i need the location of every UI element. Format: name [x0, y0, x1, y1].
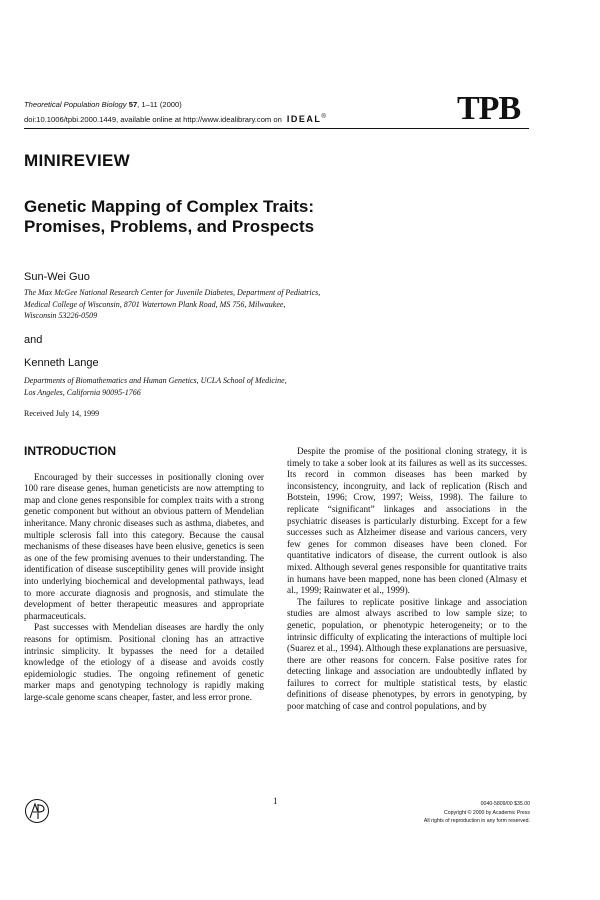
rights-line: All rights of reproduction in any form reserved. — [423, 818, 530, 824]
left-column — [24, 446, 264, 703]
author-2: Kenneth Lange — [24, 357, 99, 369]
academic-press-logo-icon — [24, 798, 50, 824]
article-type: MINIREVIEW — [24, 151, 130, 170]
affiliation-2-line-1: Departments of Biomathematics and Human Genetics, UCLA School of Medicine, — [24, 376, 287, 385]
header-rule — [24, 128, 529, 129]
author-1: Sun-Wei Guo — [24, 271, 90, 283]
journal-citation — [24, 100, 182, 109]
title-line-1: Genetic Mapping of Complex Traits: — [24, 197, 314, 216]
affiliation-1-line-1: The Max McGee National Research Center for Juvenile Diabetes, Department of Pediatrics, — [24, 288, 321, 297]
issn-line: 0040-5809/00 $35.00 — [480, 801, 530, 807]
right-column — [287, 446, 527, 713]
page-number: 1 — [273, 796, 278, 806]
copyright-line: Copyright © 2000 by Academic Press — [444, 809, 530, 816]
received-date: Received July 14, 1999 — [24, 409, 100, 418]
title-line-2: Promises, Problems, and Prospects — [24, 217, 315, 236]
paragraph: Despite the promise of the positional cloning strategy, it is timely to take a sober look at its failures as well as its successes. Its record in common diseases has been marked by inconsistency, incongruity, and lack of replication (Risch and Botstein, 1996; Crow, 1997; Weiss, 1998). The failure to replicate “significant” linkages and associations in the psychiatric diseases is particularly disturbing. Except for a few successes such as Alzheimer disease and various cancers, very few genes for common diseases have been cloned. For quantitative indicators of disease, the current outlook is also mixed. Although several genes responsible for quantitative traits in humans have been mapped, none has been cloned (Almasy et al., 1999; Rainwater et al., 1999). — [287, 446, 527, 596]
journal-logo: TPB — [457, 90, 521, 127]
journal-volume: 57 — [128, 100, 138, 109]
paragraph: Past successes with Mendelian diseases are hardly the only reasons for optimism. Positional cloning has an attractive intrinsic simplicity. It bypasses the need for a detailed knowledge of the etiology of a disease and avoids costly epidemiologic studies. The ongoing refinement of genetic marker maps and genotyping technology is rapidly making large-scale genome scans cheaper, faster, and less error prone. — [24, 622, 264, 702]
paragraph: The failures to replicate positive linkage and association studies are almost always ascribed to low sample size; to genetic, population, or phenotypic heterogeneity; or to the intrinsic difficulty of explicating the interactions of multiple loci (Suarez et al., 1994). Although these explanations are persuasive, there are other reasons for concern. False positive rates for detecting linkage and association are undoubtedly inflated by failures to correct for multiple statistical tests, by elastic definitions of disease phenotypes, by errors in genotyping, by poor matching of case and control populations, and by — [287, 596, 527, 712]
doi-line — [24, 114, 327, 124]
ideal-logo: IDEAL® — [286, 114, 328, 124]
affiliation-2 — [24, 375, 494, 398]
section-heading: INTRODUCTION — [24, 444, 116, 458]
journal-name: Theoretical Population Biology — [24, 100, 127, 109]
affiliation-1-line-2: Medical College of Wisconsin, 8701 Watertown Plank Road, MS 756, Milwaukee, — [24, 299, 286, 309]
author-conjunction: and — [24, 334, 43, 346]
journal-pages-year: , 1–11 (2000) — [137, 100, 182, 109]
affiliation-1-line-3: Wisconsin 53226-0509 — [24, 311, 98, 320]
article-title — [24, 197, 544, 237]
paragraph: Encouraged by their successes in positionally cloning over 100 rare disease genes, human geneticists are now attempting to map and clone genes responsible for complex traits with a strong genetic component but without an obvious pattern of Mendelian inheritance. Many chronic diseases such as asthma, diabetes, and multiple sclerosis fall into this category. Because the causal mechanisms of these diseases have been elusive, genetics is seen as one of the few promising avenues to their understanding. The identification of disease susceptibility genes will provide insight into underlying biochemical and developmental pathways, lead to more accurate diagnosis and prognosis, and stimulate the development of better therapeutic measures and appropriate pharmaceuticals. — [24, 471, 264, 621]
affiliation-1 — [24, 287, 494, 322]
doi-text: doi:10.1006/tpbi.2000.1449, available online at http://www.idealibrary.com on — [24, 115, 282, 124]
copyright-block — [380, 800, 530, 826]
affiliation-2-line-2: Los Angeles, California 90095-1766 — [24, 387, 141, 397]
